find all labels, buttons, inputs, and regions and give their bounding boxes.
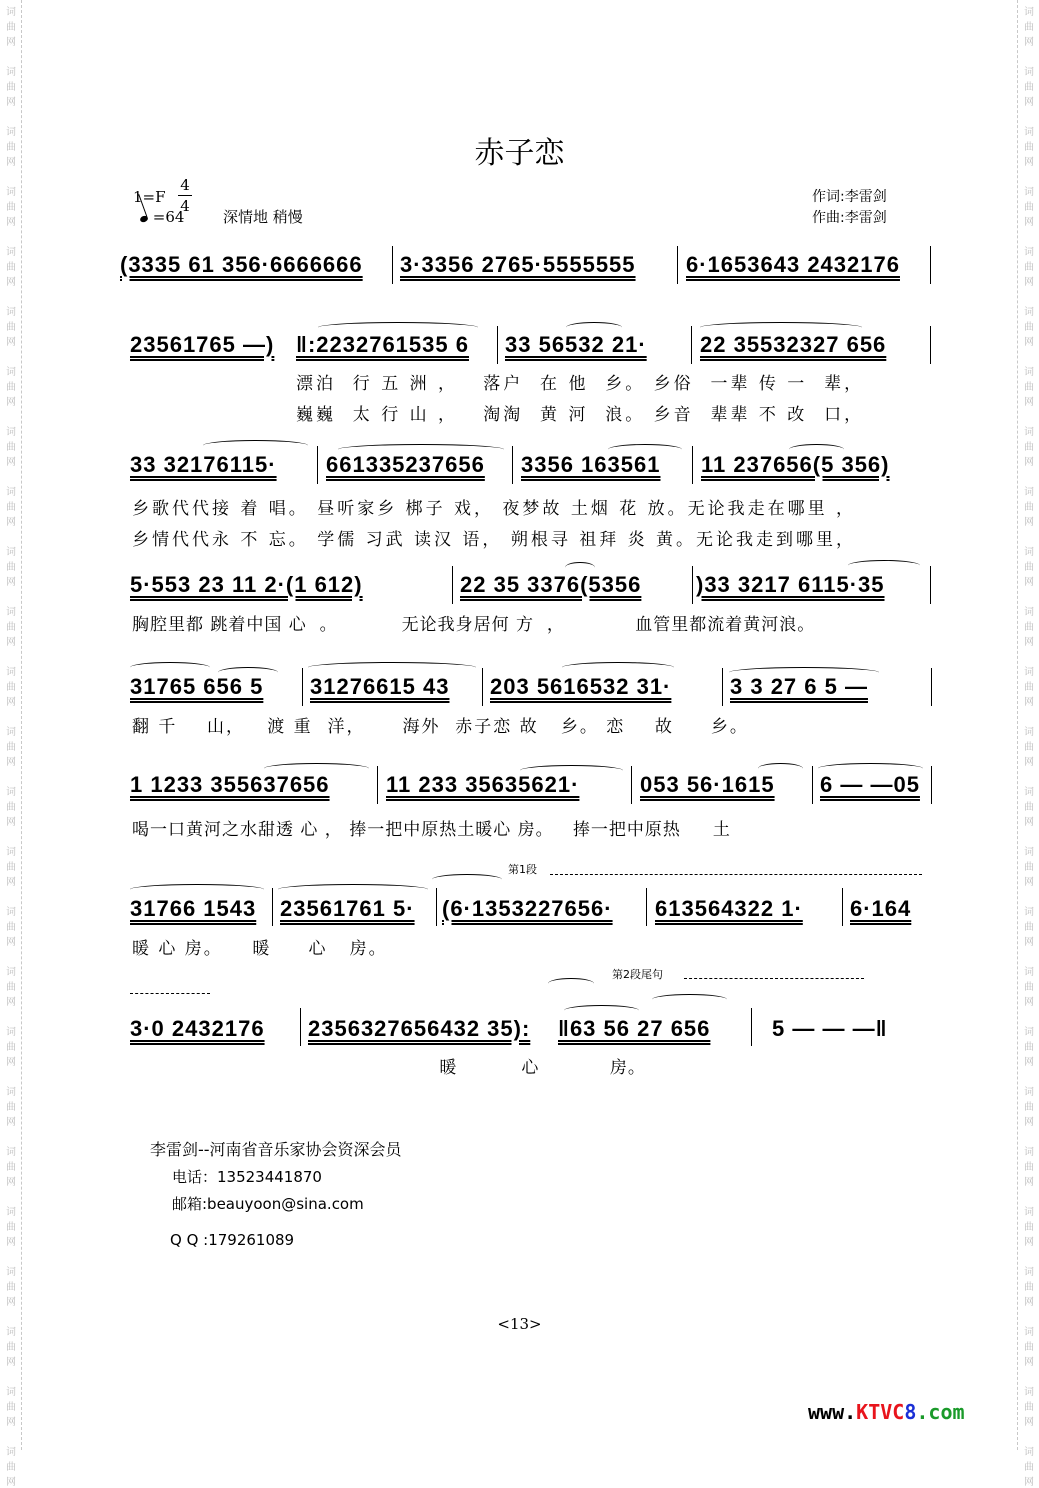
site-part-www: www.: [808, 1400, 857, 1424]
volta-bracket-start: [548, 978, 594, 989]
expression-marking: 深情地 稍慢: [223, 208, 303, 226]
watermark-char: 词: [1024, 547, 1034, 558]
barline: [751, 1008, 752, 1046]
measure: 31766 1543: [130, 896, 257, 921]
watermark-char: 网: [1024, 1237, 1034, 1248]
watermark-char: 网: [1024, 1417, 1034, 1428]
segment-label-1: 第1段: [508, 863, 537, 876]
watermark-char: 曲: [1024, 862, 1034, 873]
watermark-char: 词: [6, 427, 16, 438]
time-bar: [178, 195, 192, 196]
watermark-char: 曲: [1024, 202, 1034, 213]
watermark-char: 曲: [6, 202, 16, 213]
phone-info: 电话：13523441870: [172, 1168, 322, 1186]
watermark-char: 词: [1024, 67, 1034, 78]
barline: [930, 246, 931, 284]
watermark-char: 曲: [6, 622, 16, 633]
author-info: 李雷剑--河南省音乐家协会资深会员: [150, 1140, 402, 1159]
watermark-char: 网: [1024, 697, 1034, 708]
barline: [302, 668, 303, 706]
measure: 2356327656432 35):: [308, 1016, 531, 1041]
song-title: 赤子恋: [474, 136, 565, 171]
watermark-char: 网: [1024, 157, 1034, 168]
watermark-char: 词: [6, 1027, 16, 1038]
watermark-char: 词: [6, 547, 16, 558]
barline: [692, 446, 693, 484]
watermark-char: 曲: [6, 1462, 16, 1473]
watermark-char: 曲: [6, 142, 16, 153]
watermark-char: 词: [6, 1327, 16, 1338]
barline: [812, 766, 813, 804]
slur: [203, 440, 308, 451]
watermark-char: 词: [6, 727, 16, 738]
measure: ‖:2232761535 6: [296, 332, 469, 357]
slur: [848, 560, 920, 571]
watermark-char: 网: [6, 637, 16, 648]
segment-label-2: 第2段尾句: [612, 968, 663, 981]
watermark-char: 网: [1024, 577, 1034, 588]
watermark-char: 词: [1024, 427, 1034, 438]
watermark-char: 词: [1024, 307, 1034, 318]
measure: 23561765 —): [130, 332, 275, 357]
watermark-char: 词: [1024, 7, 1034, 18]
measure: 11 233 35635621·: [386, 772, 580, 797]
watermark-char: 曲: [1024, 982, 1034, 993]
watermark-char: 曲: [6, 1222, 16, 1233]
watermark-char: 网: [1024, 757, 1034, 768]
watermark-char: 网: [6, 1237, 16, 1248]
site-part-ktvc: KTVC: [856, 1400, 905, 1424]
watermark-char: 网: [1024, 1117, 1034, 1128]
barline: [692, 566, 693, 604]
watermark-char: 网: [6, 1417, 16, 1428]
watermark-char: 网: [6, 997, 16, 1008]
watermark-char: 网: [1024, 937, 1034, 948]
measure: 203 5616532 31·: [490, 674, 672, 699]
site-part-8: 8: [904, 1400, 917, 1424]
measure: 5·553 23 11 2·(1 612): [130, 572, 363, 597]
watermark-char: 曲: [6, 1342, 16, 1353]
watermark-char: 曲: [6, 1042, 16, 1053]
watermark-char: 网: [1024, 877, 1034, 888]
watermark-char: 词: [6, 907, 16, 918]
watermark-char: 网: [6, 1297, 16, 1308]
watermark-char: 词: [6, 367, 16, 378]
watermark-char: 词: [1024, 187, 1034, 198]
watermark-char: 网: [6, 877, 16, 888]
watermark-char: 曲: [6, 1102, 16, 1113]
watermark-char: 词: [6, 667, 16, 678]
watermark-char: 网: [6, 97, 16, 108]
watermark-char: 曲: [6, 862, 16, 873]
watermark-char: 网: [6, 757, 16, 768]
watermark-char: 词: [1024, 1087, 1034, 1098]
watermark-char: 曲: [1024, 1462, 1034, 1473]
left-margin-line: [21, 0, 22, 1450]
watermark-char: 词: [6, 1387, 16, 1398]
watermark-char: 网: [1024, 1357, 1034, 1368]
barline: [317, 446, 318, 484]
watermark-char: 曲: [1024, 682, 1034, 693]
barline: [677, 246, 678, 284]
barline: [722, 668, 723, 706]
watermark-char: 词: [1024, 1447, 1034, 1458]
lyrics-verse-1: 暖 心 房。: [132, 1058, 646, 1078]
watermark-char: 曲: [1024, 322, 1034, 333]
measure: 31765 656 5: [130, 674, 264, 699]
watermark-char: 词: [1024, 1027, 1034, 1038]
watermark-char: 曲: [1024, 1282, 1034, 1293]
watermark-char: 网: [1024, 37, 1034, 48]
watermark-char: 曲: [1024, 1042, 1034, 1053]
measure: 31276615 43: [310, 674, 450, 699]
watermark-char: 词: [6, 847, 16, 858]
right-margin-line: [1017, 0, 1018, 1450]
barline: [272, 888, 273, 926]
barline: [482, 668, 483, 706]
watermark-char: 曲: [1024, 562, 1034, 573]
watermark-char: 词: [1024, 367, 1034, 378]
watermark-char: 词: [1024, 1387, 1034, 1398]
watermark-char: 网: [6, 697, 16, 708]
measure: 3356 163561: [521, 452, 661, 477]
watermark-char: 词: [1024, 607, 1034, 618]
watermark-char: 词: [1024, 727, 1034, 738]
watermark-char: 词: [1024, 787, 1034, 798]
watermark-char: 曲: [1024, 22, 1034, 33]
watermark-char: 曲: [6, 82, 16, 93]
barline: [436, 888, 437, 926]
slur: [652, 994, 727, 1005]
page-number: <13>: [497, 1315, 542, 1333]
watermark-char: 词: [6, 487, 16, 498]
watermark-char: 曲: [1024, 502, 1034, 513]
time-top: 4: [180, 176, 190, 194]
measure: 1 1233 355637656: [130, 772, 330, 797]
composer-credit: 作曲:李雷剑: [812, 210, 887, 226]
measure: 6·164: [850, 896, 912, 921]
watermark-char: 词: [1024, 907, 1034, 918]
watermark-char: 曲: [1024, 442, 1034, 453]
watermark-char: 网: [1024, 337, 1034, 348]
measure: ‖63 56 27 656: [558, 1016, 711, 1041]
watermark-char: 网: [6, 1477, 16, 1488]
slur: [130, 884, 264, 895]
barline: [930, 566, 931, 604]
lyrics-verse-1: 乡歌代代接 着 唱。 昼听家乡 梆子 戏， 夜梦故 土烟 花 放。无论我走在哪里 ，: [132, 499, 857, 519]
watermark-char: 网: [6, 217, 16, 228]
lyricist-credit: 作词:李雷剑: [812, 189, 887, 205]
watermark-char: 曲: [6, 322, 16, 333]
watermark-char: 词: [6, 67, 16, 78]
watermark-char: 网: [6, 397, 16, 408]
watermark-char: 词: [1024, 1147, 1034, 1158]
lyrics-verse-1: 翻 千 山， 渡 重 洋， 海外 赤子恋 故 乡。 恋 故 乡。: [132, 717, 749, 737]
watermark-char: 网: [1024, 397, 1034, 408]
watermark-char: 曲: [6, 22, 16, 33]
watermark-char: 曲: [6, 982, 16, 993]
watermark-char: 词: [6, 247, 16, 258]
measure: 22 35 3376(5356: [460, 572, 642, 597]
watermark-char: 词: [6, 967, 16, 978]
watermark-char: 词: [6, 607, 16, 618]
watermark-char: 网: [1024, 97, 1034, 108]
measure: 22 35532327 656: [700, 332, 887, 357]
watermark-char: 网: [1024, 457, 1034, 468]
barline: [452, 566, 453, 604]
watermark-char: 网: [6, 817, 16, 828]
watermark-char: 曲: [6, 502, 16, 513]
measure: 661335237656: [326, 452, 485, 477]
watermark-char: 词: [1024, 247, 1034, 258]
watermark-char: 词: [1024, 487, 1034, 498]
watermark-char: 词: [6, 7, 16, 18]
watermark-char: 网: [6, 1057, 16, 1068]
measure: 3·0 2432176: [130, 1016, 265, 1041]
watermark-char: 网: [6, 37, 16, 48]
watermark-char: 曲: [1024, 802, 1034, 813]
watermark-char: 曲: [1024, 742, 1034, 753]
watermark-char: 词: [6, 127, 16, 138]
barline: [930, 326, 931, 364]
measure: 613564322 1·: [655, 896, 803, 921]
watermark-char: 曲: [6, 262, 16, 273]
watermark-char: 词: [1024, 667, 1034, 678]
watermark-char: 词: [6, 1087, 16, 1098]
barline: [931, 766, 932, 804]
watermark-char: 曲: [1024, 1102, 1034, 1113]
volta-dashed-line: [550, 874, 922, 875]
key-signature: 1=F: [133, 188, 166, 206]
watermark-char: 词: [6, 787, 16, 798]
watermark-char: 曲: [6, 1402, 16, 1413]
site-part-com: .com: [916, 1400, 965, 1424]
watermark-char: 曲: [6, 562, 16, 573]
watermark-char: 网: [6, 157, 16, 168]
watermark-char: 词: [6, 1447, 16, 1458]
measure: 6 — —05: [820, 772, 920, 797]
watermark-char: 网: [6, 1177, 16, 1188]
watermark-char: 词: [6, 1207, 16, 1218]
barline: [646, 888, 647, 926]
watermark-char: 词: [6, 187, 16, 198]
slur: [564, 1005, 639, 1016]
measure: 33 56532 21·: [505, 332, 647, 357]
barline: [377, 766, 378, 804]
slur: [278, 884, 428, 895]
watermark-char: 曲: [1024, 262, 1034, 273]
watermark-char: 词: [6, 307, 16, 318]
right-watermark-column: [1024, 0, 1038, 1488]
watermark-char: 网: [6, 1117, 16, 1128]
volta-dashed-line: [684, 978, 864, 979]
watermark-char: 词: [1024, 127, 1034, 138]
lyrics-verse-1: 暖 心 房。 暖 心 房。: [132, 939, 388, 959]
watermark-char: 曲: [1024, 142, 1034, 153]
watermark-char: 曲: [6, 382, 16, 393]
volta-dashed-line-cont: [130, 993, 210, 994]
lyrics-verse-2: 巍巍 太 行 山 ， 淘淘 黄 河 浪。 乡音 辈辈 不 改 口，: [296, 405, 865, 425]
time-bottom: 4: [180, 197, 190, 215]
measure: )33 3217 6115·35: [696, 572, 885, 597]
barline: [392, 246, 393, 284]
quarter-note-icon: [139, 215, 149, 223]
watermark-char: 词: [1024, 1207, 1034, 1218]
watermark-char: 曲: [6, 682, 16, 693]
site-watermark-logo: [808, 1400, 965, 1424]
barline: [842, 888, 843, 926]
watermark-char: 曲: [1024, 922, 1034, 933]
measure: (3335 61 356·6666666: [120, 252, 363, 277]
watermark-char: 网: [6, 337, 16, 348]
watermark-char: 曲: [1024, 1342, 1034, 1353]
watermark-char: 网: [6, 517, 16, 528]
barline: [691, 326, 692, 364]
watermark-char: 曲: [6, 922, 16, 933]
barline: [512, 446, 513, 484]
tempo-value: =64: [152, 208, 185, 226]
barline: [497, 326, 498, 364]
watermark-char: 曲: [6, 742, 16, 753]
watermark-char: 网: [1024, 517, 1034, 528]
measure: 5 — — —‖: [772, 1016, 888, 1041]
left-watermark-column: [6, 0, 20, 1488]
watermark-char: 曲: [1024, 1222, 1034, 1233]
watermark-char: 词: [1024, 1327, 1034, 1338]
watermark-char: 网: [1024, 817, 1034, 828]
measure: 3·3356 2765·5555555: [400, 252, 636, 277]
watermark-char: 网: [1024, 1057, 1034, 1068]
volta-bracket-start: [432, 874, 502, 885]
tempo-marking: [140, 208, 184, 226]
measure: 053 56·1615: [640, 772, 775, 797]
watermark-char: 网: [1024, 1177, 1034, 1188]
watermark-char: 曲: [1024, 622, 1034, 633]
measure: 3 3 27 6 5 —: [730, 674, 868, 699]
barline: [300, 1008, 301, 1046]
slur: [308, 662, 476, 673]
watermark-char: 网: [1024, 1477, 1034, 1488]
slur: [562, 662, 674, 673]
watermark-char: 网: [6, 1357, 16, 1368]
measure: 11 237656(5 356): [701, 452, 890, 477]
watermark-char: 词: [6, 1147, 16, 1158]
watermark-char: 网: [6, 577, 16, 588]
watermark-char: 网: [1024, 997, 1034, 1008]
watermark-char: 网: [1024, 277, 1034, 288]
watermark-char: 网: [1024, 1297, 1034, 1308]
watermark-char: 网: [1024, 217, 1034, 228]
measure: 33 32176115·: [130, 452, 277, 477]
lyrics-verse-1: 喝一口黄河之水甜透 心 ， 捧一把中原热土暖心 房。 捧一把中原热 土: [132, 820, 731, 840]
watermark-char: 曲: [6, 1162, 16, 1173]
barline: [631, 766, 632, 804]
measure: 23561761 5·: [280, 896, 415, 921]
measure: (6·1353227656·: [442, 896, 613, 921]
watermark-char: 网: [6, 277, 16, 288]
qq-info: Q Q :179261089: [170, 1231, 295, 1249]
barline: [931, 668, 932, 706]
watermark-char: 曲: [1024, 82, 1034, 93]
watermark-char: 曲: [1024, 1402, 1034, 1413]
slur: [130, 662, 210, 673]
watermark-char: 曲: [1024, 1162, 1034, 1173]
lyrics-verse-1: 胸腔里都 跳着中国 心 。 无论我身居何 方 ， 血管里都流着黄河浪。: [132, 615, 816, 635]
watermark-char: 网: [6, 457, 16, 468]
watermark-char: 曲: [1024, 382, 1034, 393]
watermark-char: 词: [6, 1267, 16, 1278]
watermark-char: 网: [1024, 637, 1034, 648]
lyrics-verse-1: 漂泊 行 五 洲 ， 落户 在 他 乡。 乡俗 一辈 传 一 辈，: [296, 374, 865, 394]
watermark-char: 曲: [6, 802, 16, 813]
email-info: 邮箱:beauyoon@sina.com: [172, 1195, 364, 1213]
measure: 6·1653643 2432176: [686, 252, 900, 277]
watermark-char: 词: [1024, 967, 1034, 978]
watermark-char: 词: [1024, 847, 1034, 858]
watermark-char: 网: [6, 937, 16, 948]
lyrics-verse-2: 乡情代代永 不 忘。 学儒 习武 读汉 语， 朔根寻 祖拜 炎 黄。无论我走到哪里，: [132, 530, 857, 550]
watermark-char: 曲: [6, 1282, 16, 1293]
watermark-char: 曲: [6, 442, 16, 453]
watermark-char: 词: [1024, 1267, 1034, 1278]
